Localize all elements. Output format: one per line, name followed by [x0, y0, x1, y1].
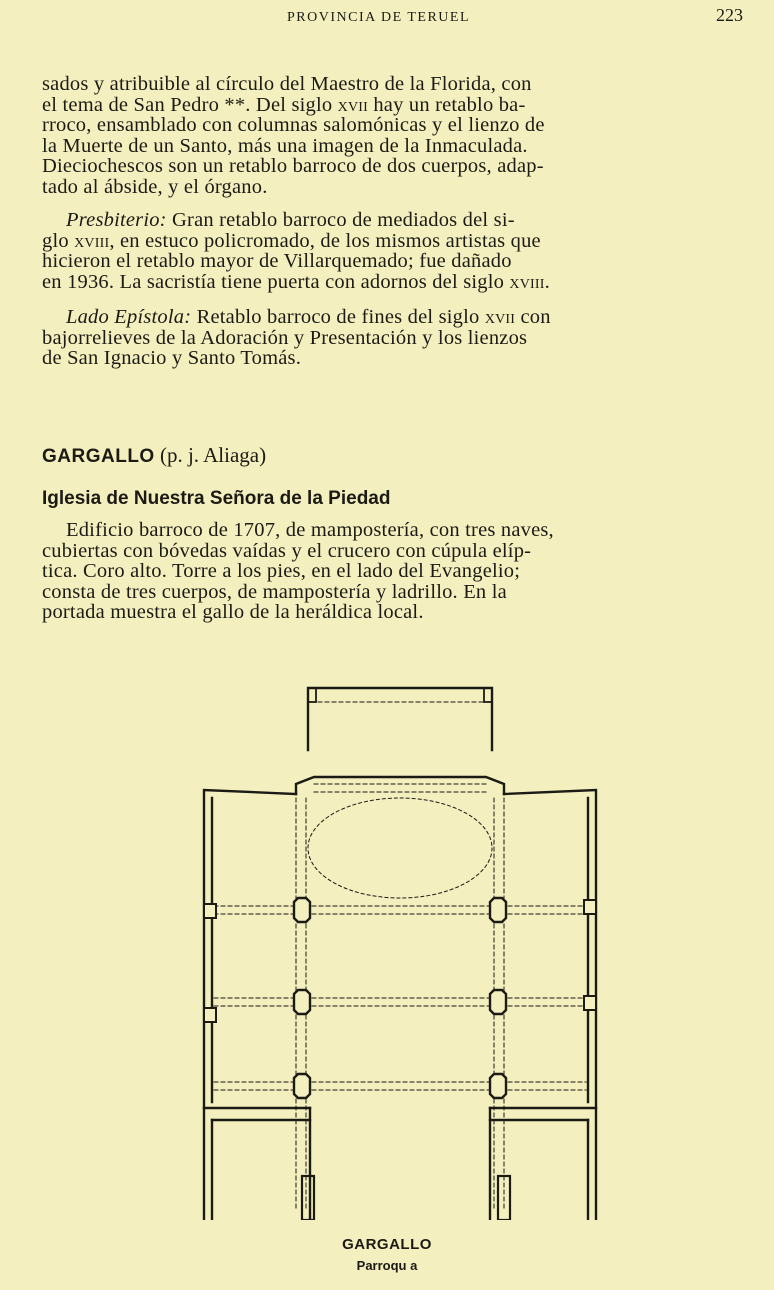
text-line: bajorrelieves de la Adoración y Presentación y los lienzos	[42, 326, 528, 349]
elliptic-dome	[308, 798, 492, 898]
text-line: consta de tres cuerpos, de mampostería y ladrillo. En la	[42, 580, 507, 603]
entrance-jambs	[302, 1176, 510, 1220]
paragraph-lado-epistola	[42, 307, 754, 369]
text-line: tado al ábside, y el órgano.	[42, 175, 268, 198]
wall-pilasters	[204, 900, 596, 1022]
running-head: PROVINCIA DE TERUEL	[287, 10, 471, 25]
paragraph-church-description	[42, 520, 754, 623]
text-line: en 1936. La sacristía tiene puerta con adornos del siglo xviii.	[42, 270, 550, 293]
text-line: Presbiterio: Gran retablo barroco de mediados del si-	[66, 209, 515, 231]
text-line: el tema de San Pedro **. Del siglo xvii hay un retablo ba-	[42, 93, 526, 116]
text-line: hicieron el retablo mayor de Villarquemado; fue dañado	[42, 250, 512, 272]
judicial-district: (p. j. Aliaga)	[154, 443, 267, 467]
paragraph-label: Lado Epístola:	[66, 306, 192, 328]
text-line: Edificio barroco de 1707, de mampostería, con tres naves,	[66, 519, 554, 541]
figure-caption-subtitle: Parroqu a	[356, 1258, 418, 1273]
town-name: GARGALLO	[42, 446, 155, 467]
paragraph-presbiterio	[42, 210, 754, 292]
text-line: de San Ignacio y Santo Tomás.	[42, 347, 302, 369]
apse	[308, 688, 492, 750]
text-line: glo xviii, en estuco policromado, de los mismos artistas que	[42, 229, 541, 252]
text-line: rroco, ensamblado con columnas salomónicas y el lienzo de	[42, 114, 545, 136]
page-header	[0, 0, 774, 40]
page-number: 223	[716, 5, 743, 25]
text-line: tica. Coro alto. Torre a los pies, en el lado del Evangelio;	[42, 560, 521, 582]
text-line: portada muestra el gallo de la heráldica local.	[42, 601, 424, 623]
text-line: Dieciochescos son un retablo barroco de dos cuerpos, adap-	[42, 155, 544, 177]
section-heading	[42, 443, 266, 468]
text-line: Lado Epístola: Retablo barroco de fines del siglo xvii con	[66, 306, 551, 328]
paragraph-label: Presbiterio:	[66, 209, 167, 231]
text-line: cubiertas con bóvedas vaídas y el crucero con cúpula elíp-	[42, 539, 532, 562]
church-heading: Iglesia de Nuestra Señora de la Piedad	[42, 488, 391, 509]
figure-caption-title: GARGALLO	[342, 1236, 432, 1253]
paragraph-continuation	[42, 74, 754, 197]
church-floor-plan	[190, 680, 610, 1220]
text-line: la Muerte de un Santo, más una imagen de la Inmaculada.	[42, 134, 528, 157]
crossing-arches	[214, 784, 586, 1210]
text-line: sados y atribuible al círculo del Maestro de la Florida, con	[42, 73, 532, 95]
